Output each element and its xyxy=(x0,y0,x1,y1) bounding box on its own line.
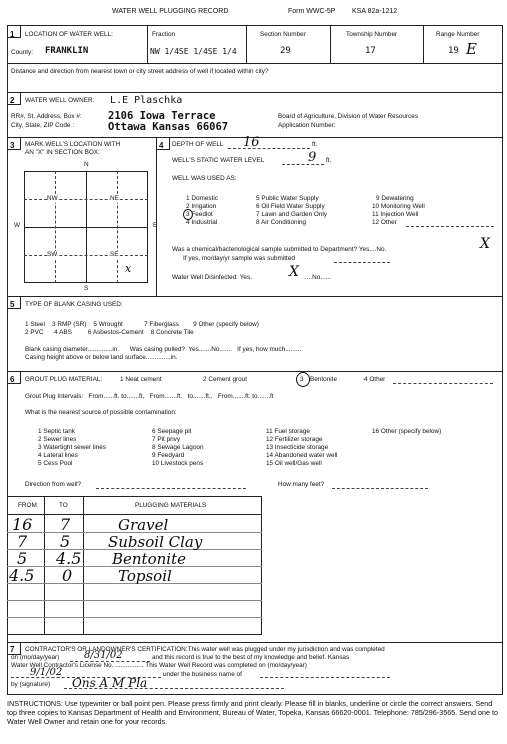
address-value: 2106 Iowa Terrace xyxy=(108,110,216,122)
north-label: N xyxy=(84,161,89,168)
sw-quadrant-label: SW xyxy=(47,251,58,258)
certification-on-label: on (mo/day/year) xyxy=(11,654,60,661)
certification-line-1: CONTRACTOR'S OR LANDOWNER'S CERTIFICATION:This water well was plugged under my jurisdiction and was completed xyxy=(25,646,385,653)
table-row-to: 0 xyxy=(62,566,73,585)
form-title: WATER WELL PLUGGING RECORD xyxy=(112,8,229,15)
use-oil-field-water-supply[interactable]: 6 Oil Field Water Supply xyxy=(256,203,325,210)
source-livestock-pens[interactable]: 10 Livestock pens xyxy=(152,460,204,467)
owner-value: L.E Plaschka xyxy=(110,95,183,106)
city-value: Ottawa Kansas 66067 xyxy=(108,121,229,133)
mark-location-label-2: AN "X" IN SECTION BOX: xyxy=(25,149,100,156)
certification-line-2: and this record is true to the best of my knowledge and belief. Kansas xyxy=(152,654,350,661)
source-sewage-lagoon[interactable]: 8 Sewage Lagoon xyxy=(152,444,204,451)
static-level-value: 9 xyxy=(308,150,317,165)
table-row-to: 4.5 xyxy=(56,549,82,568)
section-7-number: 7 xyxy=(10,645,15,654)
source-lateral-lines[interactable]: 4 Lateral lines xyxy=(38,452,78,459)
board-label: Board of Agriculture, Division of Water Resources xyxy=(278,113,419,120)
casing-options-row-1: 1 Steel 3 RMP (SR) 5 Wrought 7 Fiberglass 9 Other (specify below) xyxy=(25,321,259,328)
bentonite-circle-mark xyxy=(296,372,310,387)
range-number-value: 19 xyxy=(448,46,459,56)
certification-line-3: Water Well Contractor's License No. ................ This Water Well Record was completed on (mo/day/year) xyxy=(11,662,307,669)
casing-diameter: Blank casing diameter..............in. Was casing pulled? Yes.......No....... If yes, how much......... xyxy=(25,346,302,353)
distance-label: Distance and direction from nearest town or city street address of well if located within city? xyxy=(11,68,269,75)
location-label: LOCATION OF WATER WELL: xyxy=(25,31,113,38)
use-air-conditioning[interactable]: 8 Air Conditioning xyxy=(256,219,307,226)
casing-options-row-2: 2 PVC 4 ABS 6 Asbestos-Cement 8 Concrete Tile xyxy=(25,329,194,336)
use-domestic[interactable]: 1 Domestic xyxy=(186,195,218,202)
se-quadrant-label: SE xyxy=(110,251,119,258)
table-row-material: Subsoil Clay xyxy=(108,533,203,551)
section-number-value: 29 xyxy=(280,46,291,56)
use-lawn-and-garden[interactable]: 7 Lawn and Garden Only xyxy=(256,211,328,218)
well-location-mark: x xyxy=(125,262,132,275)
address-label: RR#, St. Address, Box #: xyxy=(11,113,82,120)
section-2-number: 2 xyxy=(10,96,15,105)
table-row-to: 7 xyxy=(60,515,71,534)
nw-quadrant-label: NW xyxy=(47,195,58,202)
ne-quadrant-label: NE xyxy=(110,195,119,202)
table-row-from: 7 xyxy=(17,532,28,551)
table-row-from: 5 xyxy=(17,549,28,568)
contamination-question: What is the nearest source of possible contamination: xyxy=(25,409,177,416)
grout-neat-cement[interactable]: 1 Neat cement xyxy=(120,376,162,383)
use-other[interactable]: 12 Other xyxy=(372,219,397,226)
grout-bentonite-number[interactable]: 3 xyxy=(300,376,304,383)
disinfected-label: Water Well Disinfected: Yes. xyxy=(172,274,252,281)
source-insecticide-storage[interactable]: 13 Insecticide storage xyxy=(266,444,329,451)
source-fertilizer-storage[interactable]: 12 Fertilizer storage xyxy=(266,436,323,443)
table-materials-header: PLUGGING MATERIALS xyxy=(135,502,207,509)
source-other[interactable]: 16 Other (specify below) xyxy=(372,428,442,435)
signature: Ons A M Pla xyxy=(72,676,148,690)
ksa-reference: KSA 82a-1212 xyxy=(352,8,398,15)
use-irrigation[interactable]: 2 Irrigation xyxy=(186,203,217,210)
range-direction-value: E xyxy=(466,40,477,58)
source-abandoned-well[interactable]: 14 Abandoned water well xyxy=(266,452,338,459)
static-level-label: WELL'S STATIC WATER LEVEL xyxy=(172,157,265,164)
record-date: 9/1/02 xyxy=(30,667,63,678)
section-3-number: 3 xyxy=(10,141,15,150)
south-label: S xyxy=(84,285,89,292)
source-pit-privy[interactable]: 7 Pit privy xyxy=(152,436,181,443)
table-row-material: Topsoil xyxy=(118,567,172,585)
source-septic-tank[interactable]: 1 Septic tank xyxy=(38,428,75,435)
fraction-label: Fraction xyxy=(152,31,176,38)
grout-label: GROUT PLUG MATERIAL: xyxy=(25,376,103,383)
county-label: County: xyxy=(11,49,34,56)
section-4-number: 4 xyxy=(159,141,164,150)
source-seepage-pit[interactable]: 6 Seepage pit xyxy=(152,428,192,435)
owner-label: WATER WELL OWNER: xyxy=(25,97,95,104)
use-industrial[interactable]: 4 Industrial xyxy=(186,219,218,226)
application-number-label: Application Number: xyxy=(278,122,336,129)
depth-label: DEPTH OF WELL xyxy=(172,141,224,148)
depth-unit: ft. xyxy=(312,141,318,148)
used-as-label: WELL WAS USED AS: xyxy=(172,175,237,182)
east-label: E xyxy=(153,222,158,229)
source-watertight-sewer[interactable]: 3 Watertight sewer lines xyxy=(38,444,106,451)
source-fuel-storage[interactable]: 11 Fuel storage xyxy=(266,428,310,435)
sample-date-label: If yes, mo/day/yr sample was submitted xyxy=(183,255,295,262)
source-sewer-lines[interactable]: 2 Sewer lines xyxy=(38,436,77,443)
disinfected-yes-mark: X xyxy=(289,264,299,280)
use-feedlot[interactable]: 3 Feedlot xyxy=(186,211,213,218)
form-number: Form WWC-5P xyxy=(288,8,336,15)
township-number-label: Township Number xyxy=(346,31,398,38)
fraction-value: NW 1/4SE 1/4SE 1/4 xyxy=(150,47,237,56)
table-to-header: TO xyxy=(59,502,68,509)
disinfected-no-label: ....No...... xyxy=(305,274,331,281)
table-from-header: FROM xyxy=(18,502,37,509)
casing-height: Casing height above or below land surface..............in. xyxy=(25,354,178,361)
source-oil-gas-well[interactable]: 15 Oil well/Gas well xyxy=(266,460,322,467)
grout-cement-grout[interactable]: 2 Cement grout xyxy=(203,376,248,383)
table-row-material: Bentonite xyxy=(112,550,186,568)
direction-label: Direction from well? xyxy=(25,481,82,488)
table-row-from: 16 xyxy=(12,515,33,534)
how-many-feet-label: How many feet? xyxy=(278,481,325,488)
county-value: FRANKLIN xyxy=(45,46,89,56)
use-monitoring-well[interactable]: 10 Monitoring Well xyxy=(372,203,425,210)
table-row-material: Gravel xyxy=(118,516,169,534)
grout-other[interactable]: 4 Other xyxy=(364,376,386,383)
section-number-label: Section Number xyxy=(260,31,306,38)
sample-question: Was a chemical/bacteriological sample submitted to Department? Yes....No. xyxy=(172,246,387,253)
depth-value: 16 xyxy=(243,135,260,150)
use-dewatering[interactable]: 9 Dewatering xyxy=(376,195,414,202)
section-1-number: 1 xyxy=(10,30,15,39)
table-row-to: 5 xyxy=(60,532,71,551)
table-row-from: 4.5 xyxy=(9,566,35,585)
sample-no-mark: X xyxy=(480,236,490,252)
use-public-water-supply[interactable]: 5 Public Water Supply xyxy=(256,195,319,202)
city-label: City, State, ZIP Code : xyxy=(11,122,74,129)
west-label: W xyxy=(14,222,21,229)
section-6-number: 6 xyxy=(10,375,15,384)
township-number-value: 17 xyxy=(365,46,376,56)
instructions: INSTRUCTIONS: Use typewriter or ball point pen. Please press firmly and print clearly. Please fill in blanks, underline or circle the correct answers. Send top three copies to Kansas Department of Health and Environment, Bureau of Water, Topeka, Kansas 66620-0001. Telephone: 785/296-3565. Send one to Water Well Owner and retain one for your records. xyxy=(7,699,498,726)
grout-bentonite-label[interactable]: Bentonite xyxy=(310,376,338,383)
source-feedyard[interactable]: 9 Feedyard xyxy=(152,452,185,459)
completion-date: 8/31/02 xyxy=(84,650,123,661)
source-cess-pool[interactable]: 5 Cess Pool xyxy=(38,460,73,467)
mark-location-label-1: MARK WELL'S LOCATION WITH xyxy=(25,141,121,148)
business-name-label: under the business name of xyxy=(163,671,242,678)
signature-label: by (signature) xyxy=(11,681,51,688)
section-5-number: 5 xyxy=(10,300,15,309)
grout-intervals: Grout Plug Intervals: From......ft. to.......ft, From.......ft. to.......ft., From.......ft. to.......ft xyxy=(25,393,274,400)
range-number-label: Range Number xyxy=(436,31,480,38)
static-level-unit: ft. xyxy=(326,157,332,164)
casing-title: TYPE OF BLANK CASING USED: xyxy=(25,301,123,308)
use-injection-well[interactable]: 11 Injection Well xyxy=(372,211,419,218)
